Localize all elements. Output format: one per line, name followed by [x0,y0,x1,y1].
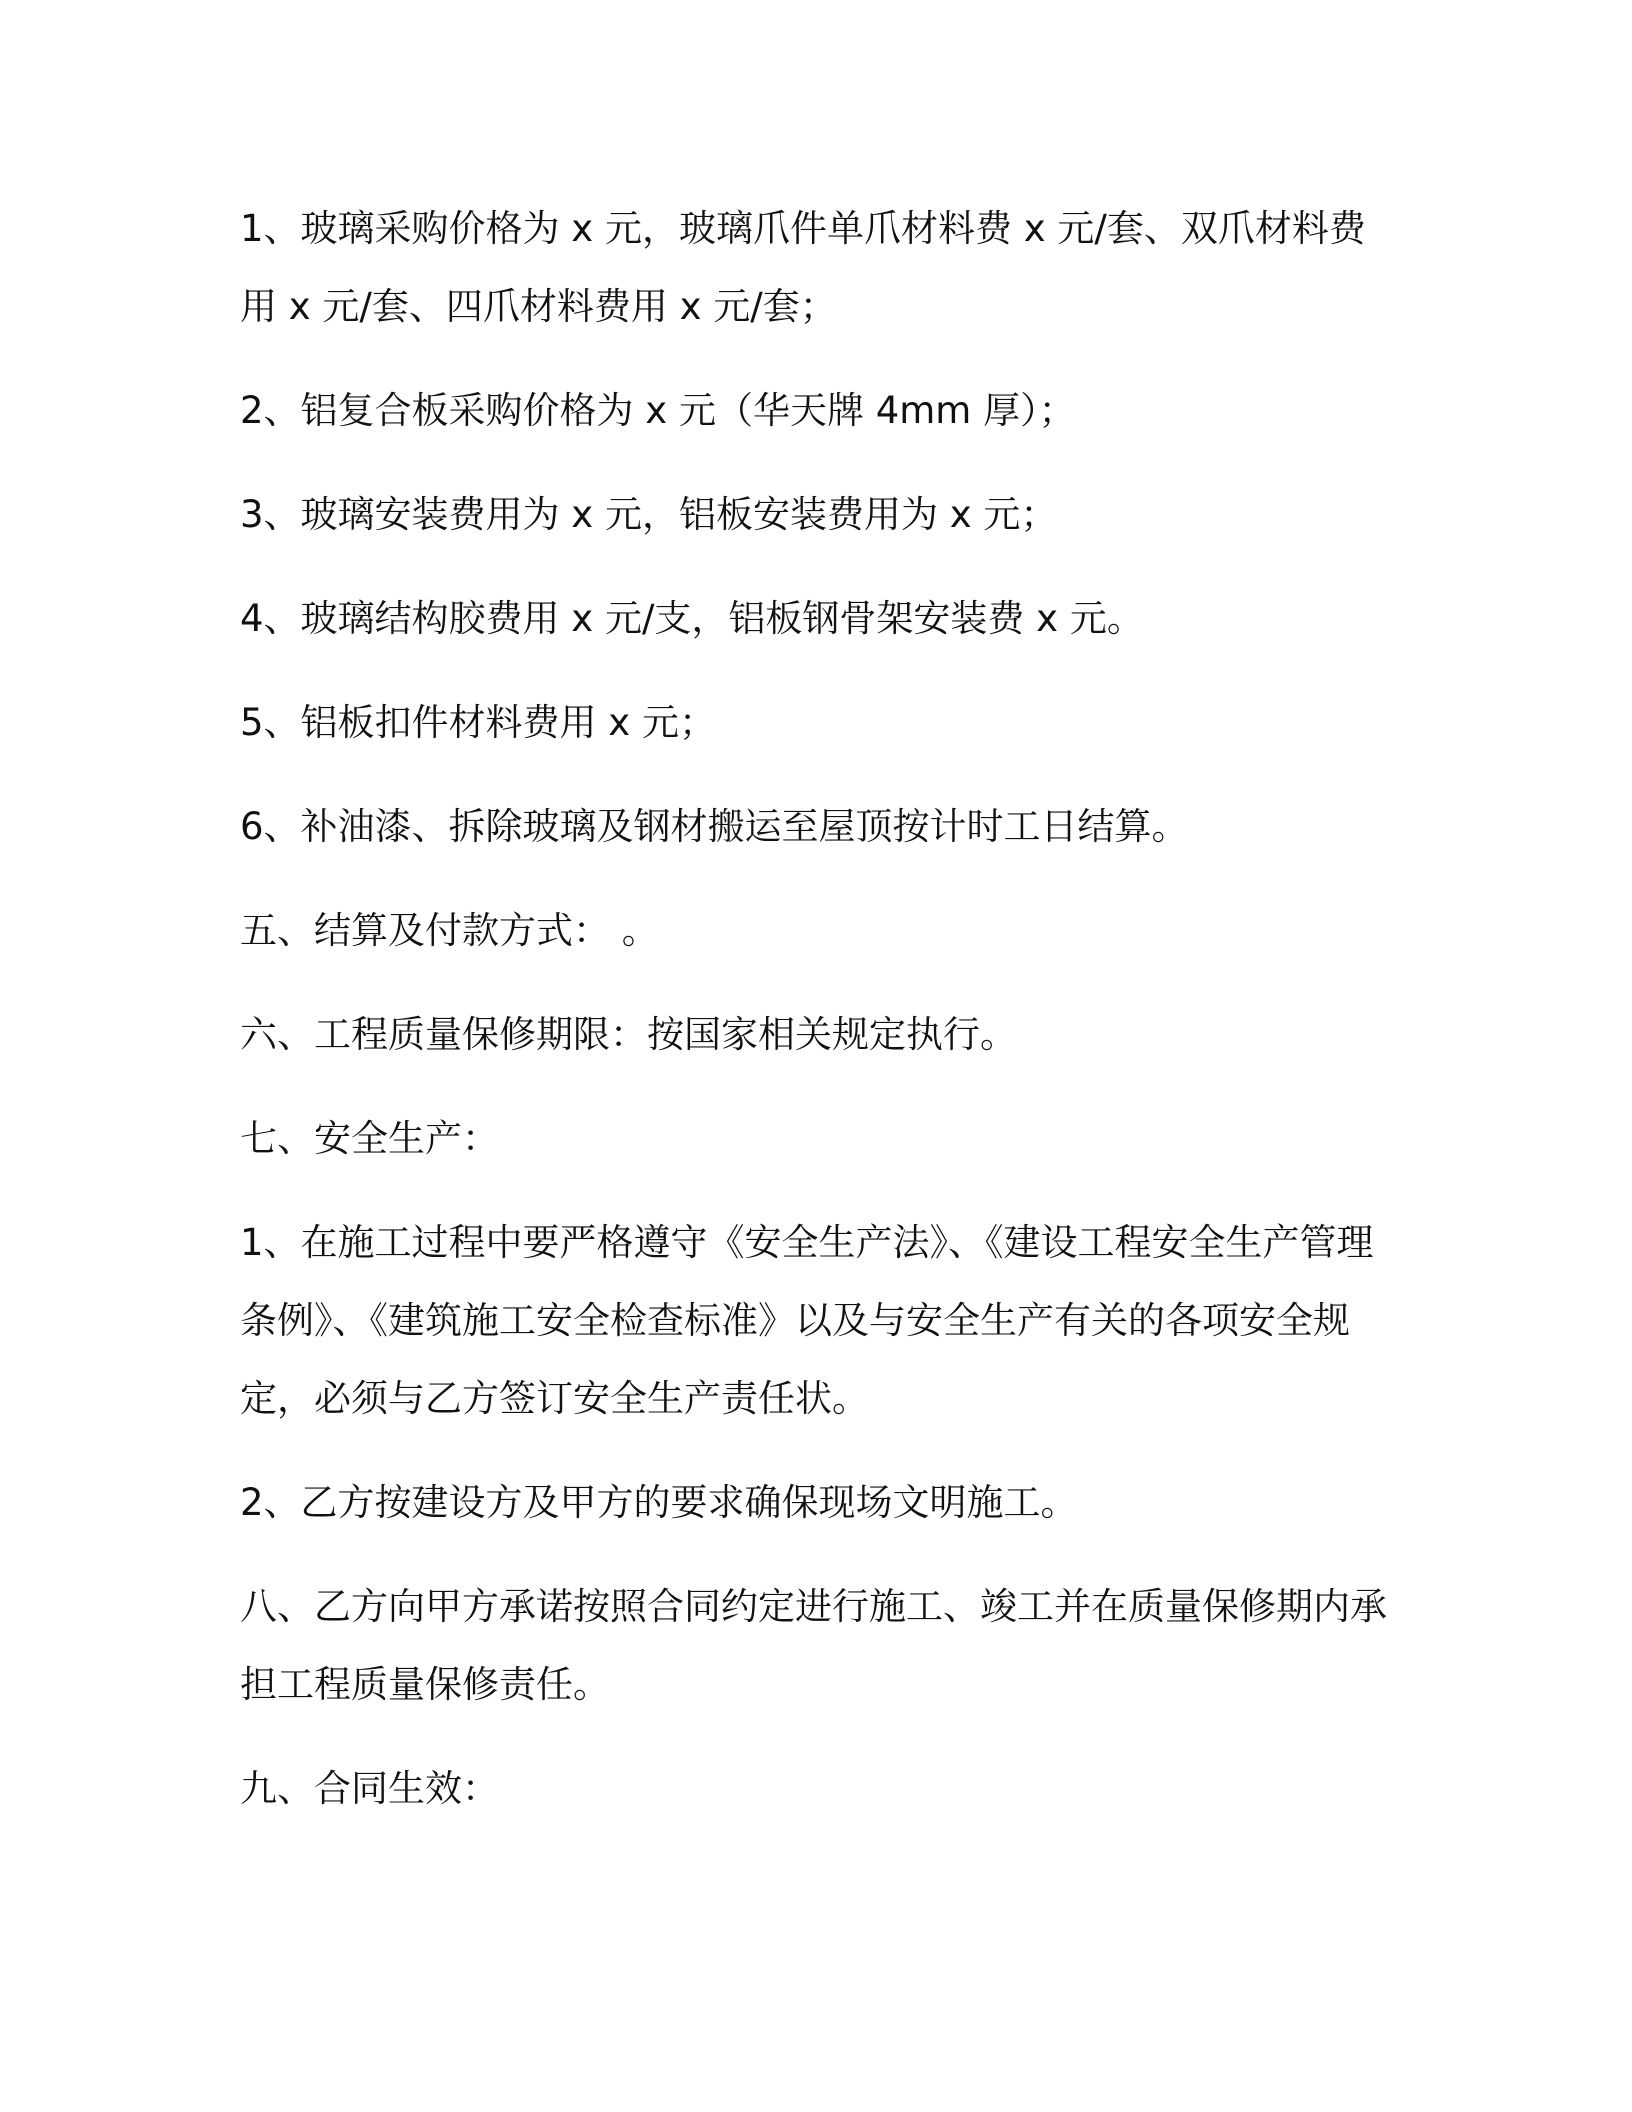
paragraph-install-fee: 3、玻璃安装费用为 x 元，铝板安装费用为 x 元； [240,493,1058,536]
section-commitment: 八、乙方向甲方承诺按照合同约定进行施工、竣工并在质量保修期内承担工程质量保修责任。 [240,1585,1387,1706]
section-contract-effective: 九、合同生效： [240,1767,499,1810]
document-body [240,190,1400,1854]
section-warranty-period: 六、工程质量保修期限：按国家相关规定执行。 [240,1013,1017,1056]
paragraph-price-aluminum: 2、铝复合板采购价格为 x 元（华天牌 4mm 厚）； [240,389,1076,432]
paragraph-price-glass: 1、玻璃采购价格为 x 元，玻璃爪件单爪材料费 x 元/套、双爪材料费用 x 元/套、四爪材料费用 x 元/套； [240,207,1366,328]
paragraph-fastener-fee: 5、铝板扣件材料费用 x 元； [240,701,716,744]
paragraph-glue-fee: 4、玻璃结构胶费用 x 元/支，铝板钢骨架安装费 x 元。 [240,597,1144,640]
paragraph-labor-settlement: 6、补油漆、拆除玻璃及钢材搬运至屋顶按计时工日结算。 [240,805,1189,848]
section-safety-heading: 七、安全生产： [240,1117,499,1160]
paragraph-safety-regulations: 1、在施工过程中要严格遵守《安全生产法》、《建设工程安全生产管理条例》、《建筑施工安全检查标准》以及与安全生产有关的各项安全规定，必须与乙方签订安全生产责任状。 [240,1221,1374,1420]
paragraph-civilized-construction: 2、乙方按建设方及甲方的要求确保现场文明施工。 [240,1481,1078,1524]
section-settlement-payment: 五、结算及付款方式： 。 [240,909,659,952]
